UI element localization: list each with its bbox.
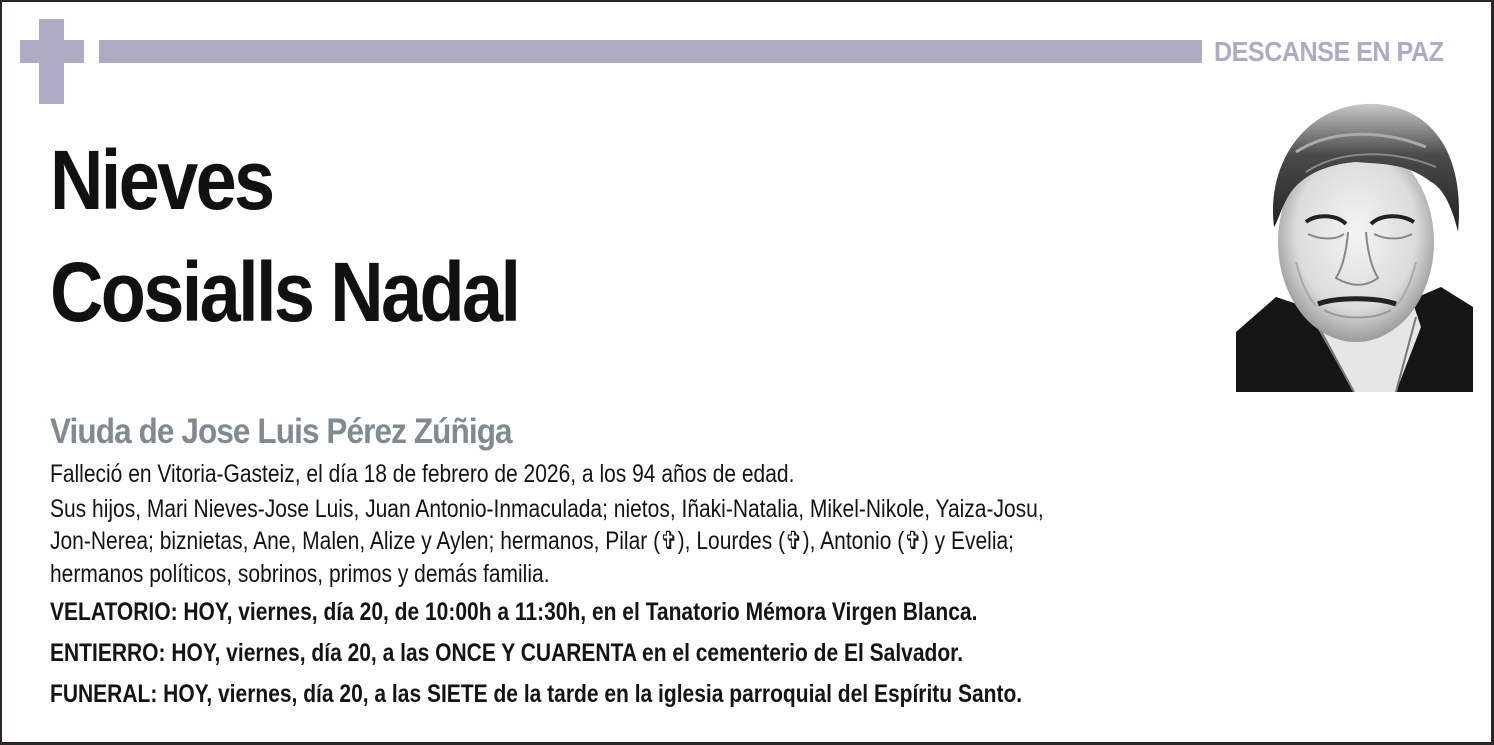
burial-details: ENTIERRO: HOY, viernes, día 20, a las ONCE Y CUARENTA en el cementerio de El Salvador.	[50, 639, 964, 667]
deceased-name	[50, 124, 518, 348]
cross-icon	[20, 19, 84, 104]
widow-of-subtitle: Viuda de Jose Luis Pérez Zúñiga	[50, 412, 512, 451]
family-line-3: hermanos políticos, sobrinos, primos y demás familia.	[50, 559, 550, 588]
surnames: Cosialls Nadal	[50, 245, 519, 339]
portrait-image	[1236, 92, 1473, 392]
family-line-2: Jon-Nerea; biznietas, Ane, Malen, Alize y Aylen; hermanos, Pilar (✞), Lourdes (✞), Antonio (✞) y Evelia;	[50, 527, 1015, 555]
death-notice: Falleció en Vitoria-Gasteiz, el día 18 de febrero de 2026, a los 94 años de edad.	[50, 460, 795, 488]
funeral-details: FUNERAL: HOY, viernes, día 20, a las SIETE de la tarde en la iglesia parroquial del Espíritu Santo.	[50, 680, 1023, 708]
portrait-photo	[1236, 92, 1473, 392]
header-rule	[99, 40, 1202, 63]
family-line-1: Sus hijos, Mari Nieves-Jose Luis, Juan Antonio-Inmaculada; nietos, Iñaki-Natalia, Mikel-Nikole, Yaiza-Josu,	[50, 494, 1044, 523]
rest-in-peace-label: DESCANSE EN PAZ	[1214, 36, 1444, 67]
wake-details: VELATORIO: HOY, viernes, día 20, de 10:00h a 11:30h, en el Tanatorio Mémora Virgen Blanca.	[50, 598, 978, 626]
obituary-body	[50, 458, 1310, 713]
first-name: Nieves	[50, 133, 273, 227]
